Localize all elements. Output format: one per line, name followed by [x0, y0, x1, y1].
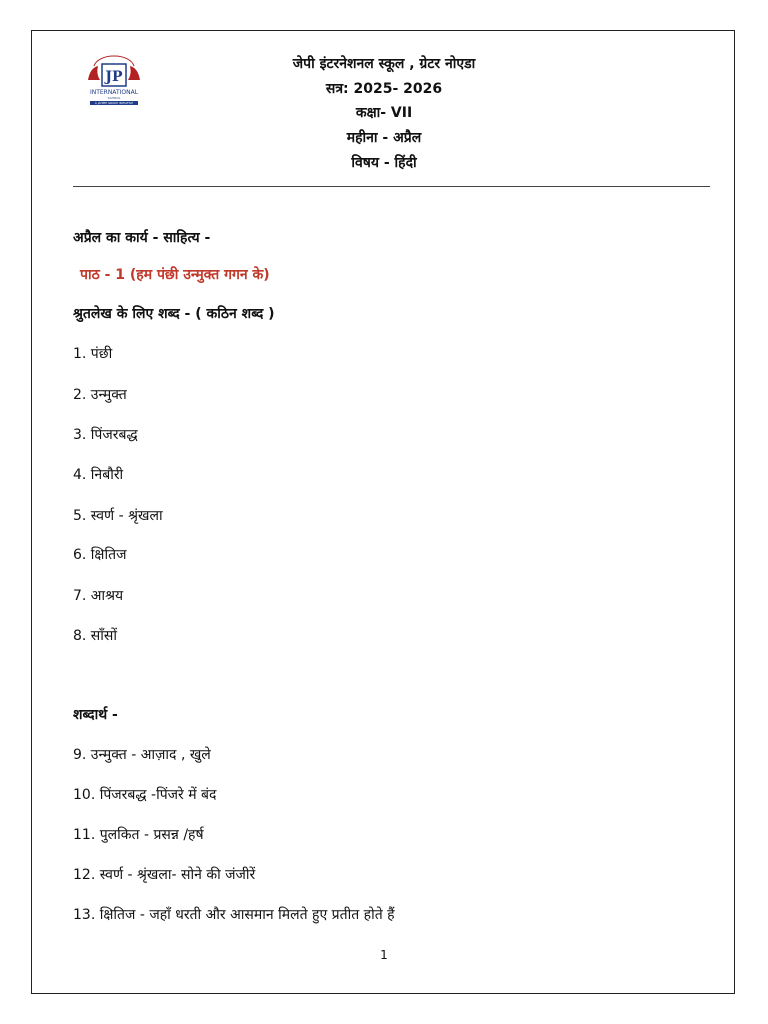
logo-text-group: A JAYPEE GROUP INITIATIVE — [94, 101, 134, 106]
list-item: 7. आश्रय — [73, 588, 124, 604]
subject-label: विषय - हिंदी — [351, 155, 417, 171]
list-item: 1. पंछी — [73, 346, 113, 362]
logo-text-sub: SCHOOL — [107, 96, 121, 100]
list-item: 5. स्वर्ण - श्रृंखला — [73, 508, 163, 524]
lesson-heading: पाठ - 1 (हम पंछी उन्मुक्त गगन के) — [80, 267, 270, 283]
list-item: 8. साँसों — [73, 628, 117, 644]
list-item: 4. निबौरी — [73, 467, 124, 483]
svg-text:JP: JP — [105, 69, 123, 85]
school-name: जेपी इंटरनेशनल स्कूल , ग्रेटर नोएडा — [292, 56, 476, 72]
list-item: 13. क्षितिज - जहाँ धरती और आसमान मिलते हुए प्रतीत होते हैं — [73, 907, 395, 923]
list-item: 12. स्वर्ण - श्रृंखला- सोने की जंजीरें — [73, 867, 256, 883]
month-label: महीना - अप्रैल — [346, 130, 422, 146]
page-number: 1 — [380, 948, 388, 962]
list-item: 6. क्षितिज — [73, 547, 127, 563]
session: सत्र: 2025- 2026 — [325, 81, 443, 97]
list-item: 3. पिंजरबद्ध — [73, 427, 138, 443]
work-heading: अप्रैल का कार्य - साहित्य - — [73, 230, 211, 246]
list-item: 10. पिंजरबद्ध -पिंजरे में बंद — [73, 787, 217, 803]
dictation-heading: श्रुतलेख के लिए शब्द - ( कठिन शब्द ) — [73, 306, 275, 322]
list-item: 11. पुलकित - प्रसन्न /हर्ष — [73, 827, 204, 843]
meanings-heading: शब्दार्थ - — [73, 707, 118, 723]
list-item: 2. उन्मुक्त — [73, 387, 127, 403]
list-item: 9. उन्मुक्त - आज़ाद , खुले — [73, 747, 211, 763]
logo-text-main: INTERNATIONAL — [89, 89, 139, 96]
class-label: कक्षा- VII — [355, 105, 413, 121]
header-separator — [73, 186, 710, 187]
